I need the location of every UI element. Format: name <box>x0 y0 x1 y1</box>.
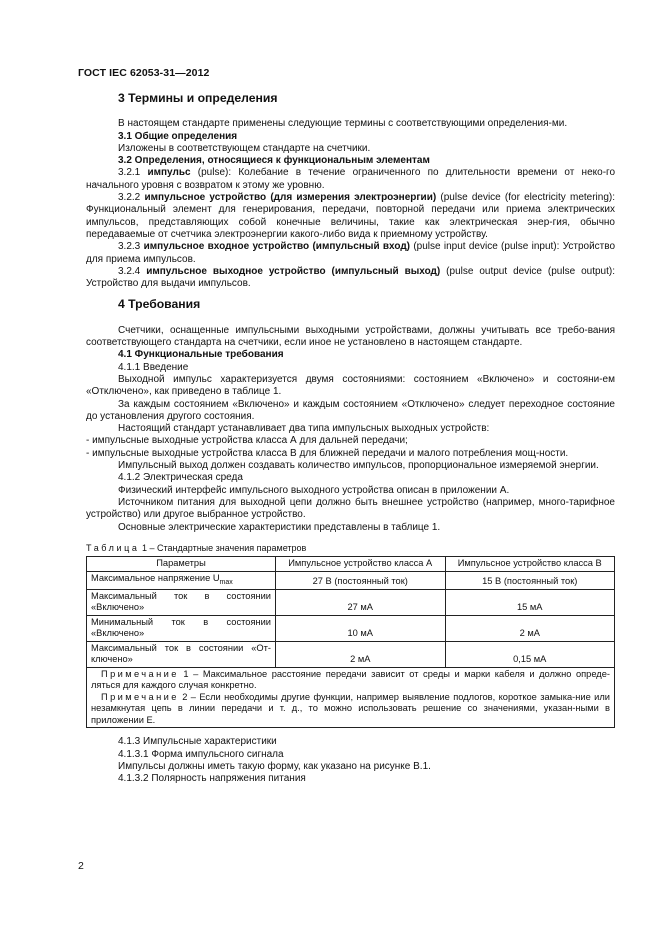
paragraph: Импульсный выход должен создавать количество импульсов, пропорциональное измеряемой энергии. <box>118 460 599 472</box>
subsection-4-1-3-2-title: 4.1.3.2 Полярность напряжения питания <box>118 773 306 785</box>
document-body <box>86 92 615 786</box>
paragraph: Выходной импульс характеризуется двумя состояниями: состоянием «Включено» и состояни-ем «Отключено», как приведено в таблице 1. <box>86 373 615 398</box>
term-3-2-1: 3.2.1 импульс (pulse): Колебание в течение ограниченного по длительности времени от неко-го начального уровня с возвратом к этому же уровню. <box>86 167 616 191</box>
table-row <box>87 641 615 667</box>
document-header: ГОСТ IEC 62053-31—2012 <box>78 67 210 79</box>
table-header-cell: Импульсное устройство класса А <box>276 557 446 572</box>
table-notes <box>87 667 615 728</box>
subsection-4-1-title: 4.1 Функциональные требования <box>118 349 284 361</box>
table-cell: 15 В (постоянный ток) <box>445 571 615 589</box>
subsection-3-1-title: 3.1 Общие определения <box>118 130 238 142</box>
subsection-4-1-3-1-title: 4.1.3.1 Форма импульсного сигнала <box>118 748 284 760</box>
table-cell: 10 мА <box>276 615 446 641</box>
table-row <box>87 589 615 615</box>
table-cell: Максимальное напряжение $U_{max}$ <box>87 571 276 589</box>
section-3-intro: В настоящем стандарте применены следующие термины с соответствующими определения-ми. <box>118 118 568 130</box>
table-cell: 2 мА <box>276 641 446 667</box>
table-row <box>87 571 615 589</box>
list-item: - импульсные выходные устройства класса А для дальней передачи; <box>86 435 408 447</box>
section-4-intro: Счетчики, оснащенные импульсными выходными устройствами, должны учитывать все требо-вания соответствующего стандарта на счетчики, если иное не установлено в настоящем стандарте. <box>86 324 615 349</box>
table-cell: Минимальный ток в состоянии «Включено» <box>87 615 276 641</box>
table-header-row <box>87 557 615 572</box>
subsection-3-2-title: 3.2 Определения, относящиеся к функциональным элементам <box>118 155 430 167</box>
table-row <box>87 615 615 641</box>
paragraph: Физический интерфейс импульсного выходного устройства описан в приложении А. <box>118 484 510 496</box>
paragraph: За каждым состоянием «Включено» и каждым состоянием «Отключено» следует переходное состояние до установления другого состояния. <box>86 398 615 422</box>
page-number: 2 <box>78 860 84 872</box>
table-cell: 2 мА <box>445 615 615 641</box>
subsection-3-1-text: Изложены в соответствующем стандарте на счетчики. <box>118 142 371 154</box>
parameters-table <box>86 556 615 728</box>
term-3-2-2: 3.2.2 импульсное устройство (для измерения электроэнергии) (pulse device (for electricity metering): Функциональный элемент для генерирования, передачи, повторной передачи или приема электрических импульсов, представляющих собой конечные величины, такие как электрическая энер-гия, обычно передаваемые от счетчика электроэнергии какого-либо вида к приемному устройству. <box>86 192 615 240</box>
section-3-title: 3 Термины и определения <box>118 91 278 105</box>
table-caption: Таблица 1 – Стандартные значения параметров <box>86 542 307 553</box>
list-item: - импульсные выходные устройства класса В для ближней передачи и малого потребления мощ-ности. <box>86 447 569 459</box>
term-3-2-3: 3.2.3 импульсное входное устройство (импульсный вход) (pulse input device (pulse input): Устройство для приема импульсов. <box>86 241 616 265</box>
table-notes-row <box>87 667 615 728</box>
term-3-2-4: 3.2.4 импульсное выходное устройство (импульсный выход) (pulse output device (pulse output): Устройство для выдачи импульсов. <box>86 265 615 290</box>
table-header-cell: Импульсное устройство класса В <box>445 557 615 572</box>
paragraph: Настоящий стандарт устанавливает два типа импульсных выходных устройств: <box>118 423 490 435</box>
table-note-1: Примечание 1 – Максимальное расстояние передачи зависит от среды и марки кабеля и должно опреде-ляться для каждого случая конкретно. <box>91 668 610 691</box>
table-cell: 0,15 мА <box>445 641 615 667</box>
paragraph: Основные электрические характеристики представлены в таблице 1. <box>118 521 441 533</box>
subsection-4-1-2-title: 4.1.2 Электрическая среда <box>118 472 243 484</box>
table-cell: Максимальный ток в состоянии «Включено» <box>87 589 276 615</box>
subsection-4-1-3-title: 4.1.3 Импульсные характеристики <box>118 736 277 748</box>
section-4-title: 4 Требования <box>118 297 201 312</box>
subsection-4-1-1-title: 4.1.1 Введение <box>118 361 189 373</box>
table-cell: 15 мА <box>445 589 615 615</box>
table-cell: 27 мА <box>276 589 446 615</box>
table-header-cell: Параметры <box>87 557 276 572</box>
table-cell: 27 В (постоянный ток) <box>276 571 446 589</box>
table-cell: Максимальный ток в состоянии «От-ключено» <box>87 641 276 667</box>
paragraph: Импульсы должны иметь такую форму, как указано на рисунке В.1. <box>118 761 431 773</box>
paragraph: Источником питания для выходной цепи должно быть внешнее устройство (например, много-тарифное устройство) или другое выбранное устройство. <box>86 496 615 521</box>
table-note-2: Примечание 2 – Если необходимы другие функции, например выявление подлогов, короткое замыка-ние или незамкнутая цепь в линии передачи и т. д., то можно использовать решение со значениями, указан-ными в приложении Е. <box>91 691 610 725</box>
